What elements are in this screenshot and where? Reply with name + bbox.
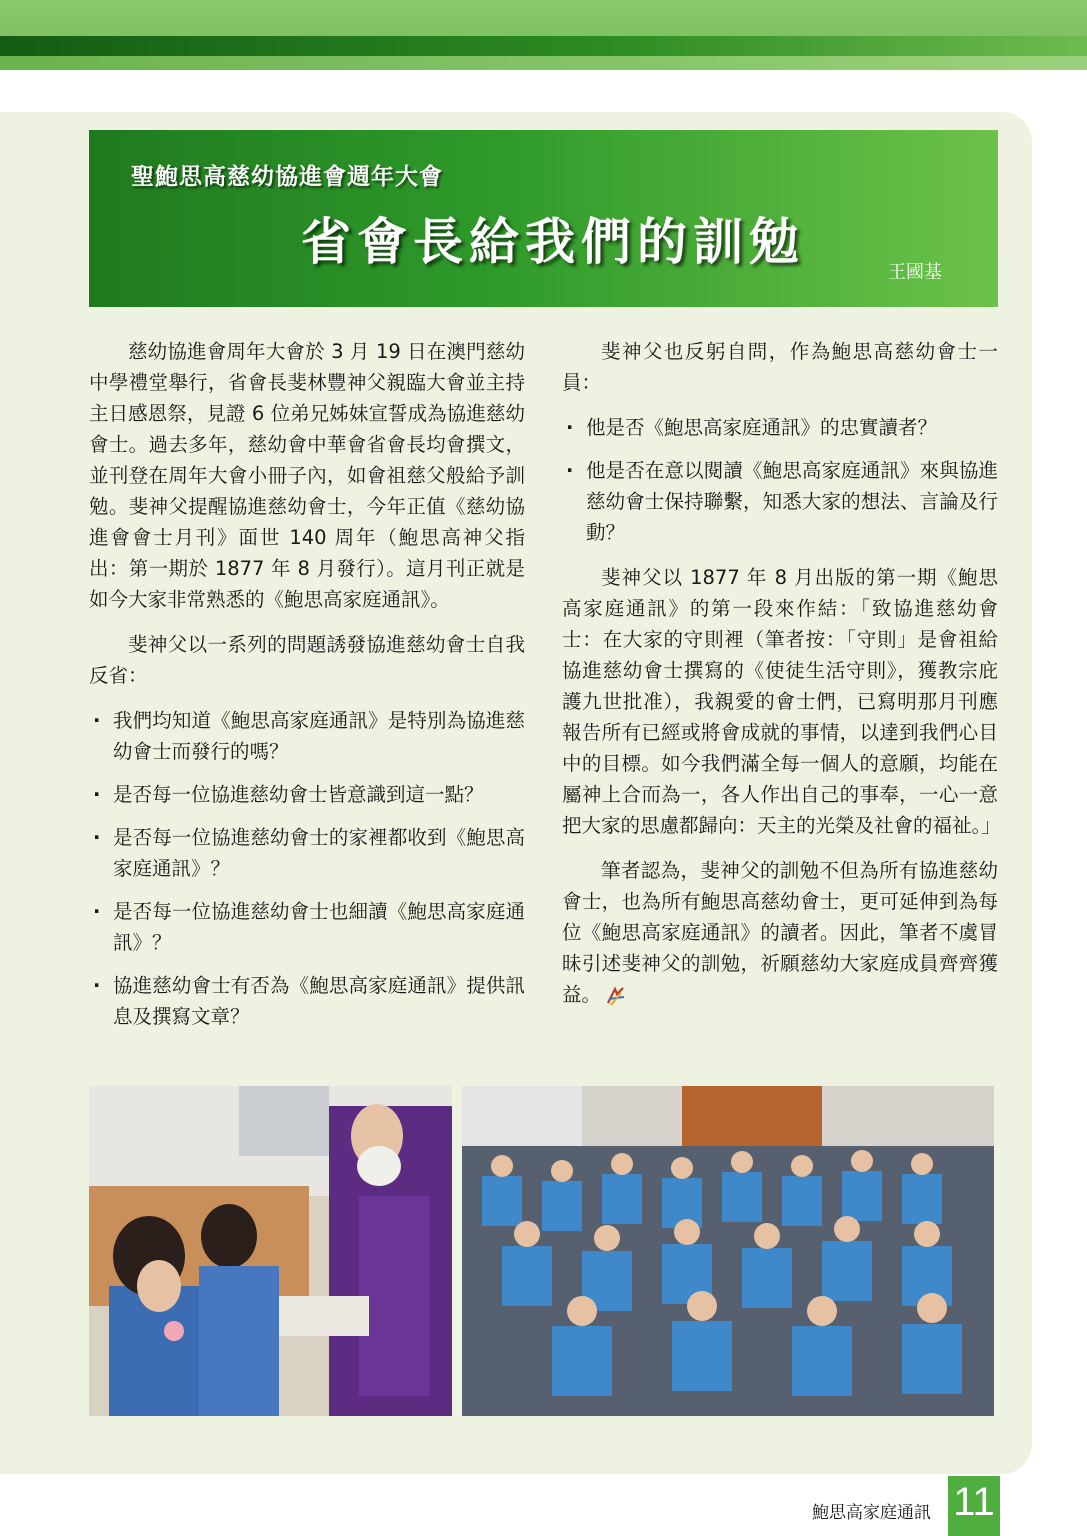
list-item: · 我們均知道《鮑思高家庭通訊》是特別為協進慈幼會士而發行的嗎？ — [89, 705, 525, 767]
list-item: · 他是否在意以閱讀《鮑思高家庭通訊》來與協進慈幼會士保持聯繫，知悉大家的想法、言論及行動？ — [562, 455, 998, 548]
right-paragraph-1: 斐神父也反躬自問，作為鮑思高慈幼會士一員： — [562, 340, 998, 394]
page-title: 省會長給我們的訓勉 — [301, 213, 805, 271]
left-question-list — [89, 705, 525, 1032]
right-paragraph-2: 斐神父以 1877 年 8 月出版的第一期《鮑思高家庭通訊》的第一段來作結：「致協進慈幼會士：在大家的守則裡（筆者按：「守則」是會祖給協進慈幼會士撰寫的《使徒生活守則》，獲教宗庇護九世批准），我親愛的會士們，已寫明那月刊應報告所有已經或將會成就的事情，以達到我們心目中的目標。如今我們滿全每一個人的意願，均能在屬神上合而為一，各人作出自己的事奉，一心一意把大家的思慮都歸向：天主的光榮及社會的福祉。」 — [562, 566, 1001, 837]
list-item: · 協進慈幼會士有否為《鮑思高家庭通訊》提供訊息及撰寫文章？ — [89, 970, 525, 1032]
page-number: 11 — [953, 1480, 995, 1524]
top-band-light-stripe — [0, 56, 1087, 70]
right-paragraph-3 — [562, 855, 998, 1010]
top-band — [0, 0, 1087, 70]
top-band-dark-stripe — [0, 36, 1087, 56]
photo-assembly-hall — [462, 1086, 994, 1416]
list-item: · 是否每一位協進慈幼會士也細讀《鮑思高家庭通訊》？ — [89, 896, 525, 958]
right-question-list — [562, 412, 998, 548]
right-column — [562, 336, 1001, 1024]
photo-assembly-hall-image — [462, 1086, 994, 1416]
banner-subtitle: 聖鮑思高慈幼協進會週年大會 — [131, 164, 443, 190]
list-item: · 是否每一位協進慈幼會士皆意識到這一點？ — [89, 779, 525, 810]
family-logo-icon — [605, 985, 627, 1007]
left-paragraph-1: 慈幼協進會周年大會於 3 月 19 日在澳門慈幼中學禮堂舉行，省會長斐林豐神父親臨大會並主持主日感恩祭，見證 6 位弟兄姊妹宣誓成為協進慈幼會士。過去多年，慈幼會中華會省會長均會撰文，並刊登在周年大會小冊子內，如會祖慈父般給予訓勉。斐神父提醒協進慈幼會士，今年正值《慈幼協進會會士月刊》面世 140 周年（鮑思高神父指出：第一期於 1877 年 8 月發行）。這月刊正就是如今大家非常熟悉的《鮑思高家庭通訊》。 — [89, 340, 525, 611]
list-item: · 是否每一位協進慈幼會士的家裡都收到《鮑思高家庭通訊》？ — [89, 822, 525, 884]
publication-name: 鮑思高家庭通訊 — [812, 1503, 931, 1523]
list-item: · 他是否《鮑思高家庭通訊》的忠實讀者？ — [562, 412, 998, 443]
page-number-box — [948, 1476, 1000, 1536]
photo-vow-ceremony — [89, 1086, 452, 1416]
left-column — [89, 336, 525, 1046]
title-banner — [89, 130, 998, 307]
left-paragraph-2: 斐神父以一系列的問題誘發協進慈幼會士自我反省： — [89, 633, 525, 687]
author-name: 王國基 — [888, 262, 942, 283]
right-paragraph-3-text: 筆者認為，斐神父的訓勉不但為所有協進慈幼會士，也為所有鮑思高慈幼會士，更可延伸到為每位《鮑思高家庭通訊》的讀者。因此，筆者不虞冒昧引述斐神父的訓勉，祈願慈幼大家庭成員齊齊獲益。 — [562, 859, 998, 1006]
photo-vow-ceremony-image — [89, 1086, 452, 1416]
